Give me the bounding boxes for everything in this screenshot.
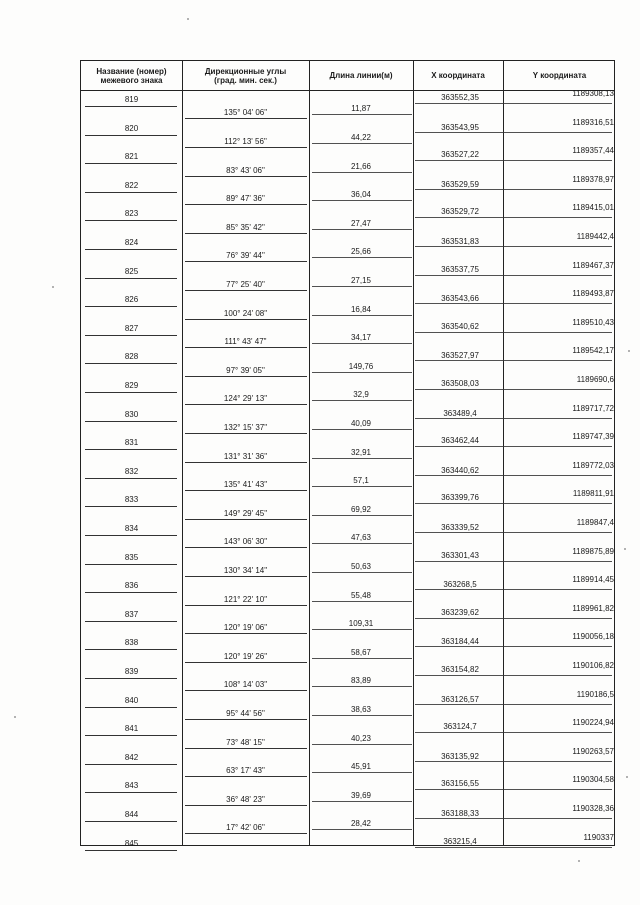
- line-length-value: 83,89: [350, 676, 372, 686]
- row-rule: [415, 561, 612, 562]
- y-coordinate-value: 1189467,37: [572, 260, 614, 270]
- row-rule: [85, 192, 177, 193]
- line-length-value: 27,47: [350, 218, 372, 228]
- row-rule: [415, 646, 612, 647]
- x-coordinate-value: 363126,57: [441, 694, 479, 704]
- y-coordinate-value: 1189747,39: [572, 432, 614, 442]
- line-length-value: 34,17: [350, 333, 372, 343]
- row-rule: [85, 592, 177, 593]
- direction-angle-value: 131° 31' 36": [223, 451, 268, 461]
- line-length-value: 40,09: [350, 418, 372, 428]
- marker-number: 842: [124, 752, 139, 762]
- line-length-value: 36,04: [350, 190, 372, 200]
- row-rule: [415, 618, 612, 619]
- row-rule: [415, 446, 612, 447]
- row-rule: [415, 589, 612, 590]
- scan-speck: [626, 776, 628, 778]
- x-coordinate-value: 363527,97: [441, 351, 479, 361]
- line-length-value: 58,67: [350, 647, 372, 657]
- row-rule: [312, 400, 412, 401]
- row-rule: [312, 686, 412, 687]
- direction-angle-value: 17° 42' 06": [226, 823, 265, 833]
- y-coordinate-value: 1189493,87: [572, 289, 614, 299]
- y-coordinate-value: 1189510,43: [572, 317, 614, 327]
- row-rule: [415, 475, 612, 476]
- row-rule: [415, 189, 612, 190]
- scan-speck: [628, 350, 630, 352]
- marker-number: 824: [124, 238, 139, 247]
- row-rule: [415, 418, 612, 419]
- row-rule: [312, 629, 412, 630]
- line-length-value: 39,69: [350, 790, 372, 800]
- y-coordinate-value: 1190337: [583, 832, 614, 842]
- y-coordinate-value: 1190224,94: [572, 718, 614, 728]
- direction-angle-value: 135° 04' 06": [223, 108, 268, 118]
- y-coordinate-value: 1189690,6: [576, 375, 614, 384]
- y-coordinate-value: 1189811,91: [572, 489, 614, 499]
- row-rule: [185, 719, 307, 720]
- row-rule: [185, 147, 307, 148]
- row-rule: [415, 275, 612, 276]
- header-x-coordinate: X координата: [431, 71, 485, 80]
- x-coordinate-value: 363543,95: [441, 122, 479, 132]
- y-coordinate-value: 1189875,89: [572, 546, 614, 556]
- row-rule: [185, 690, 307, 691]
- marker-number: 831: [124, 438, 139, 448]
- marker-number: 830: [124, 409, 139, 419]
- row-rule: [85, 106, 177, 107]
- direction-angle-value: 100° 24' 08": [223, 308, 268, 318]
- row-rule: [85, 278, 177, 279]
- y-coordinate-value: 1190056,18: [572, 632, 614, 642]
- y-coordinate-value: 1190186,5: [576, 689, 614, 699]
- scan-speck: [624, 548, 626, 550]
- line-length-value: 45,91: [350, 762, 372, 772]
- row-rule: [185, 176, 307, 177]
- direction-angle-value: 89° 47' 36": [226, 194, 265, 204]
- row-rule: [185, 319, 307, 320]
- row-rule: [185, 833, 307, 834]
- direction-angle-value: 108° 14' 03": [223, 680, 268, 690]
- marker-number: 836: [124, 581, 139, 591]
- row-rule: [415, 160, 612, 161]
- marker-number: 823: [124, 209, 139, 219]
- direction-angle-value: 97° 39' 05": [226, 365, 265, 375]
- direction-angle-value: 63° 17' 43": [226, 766, 265, 776]
- marker-number: 835: [124, 552, 139, 562]
- line-length-value: 69,92: [350, 504, 372, 514]
- row-rule: [85, 392, 177, 393]
- line-length-value: 32,9: [353, 390, 369, 400]
- row-rule: [85, 535, 177, 536]
- row-rule: [312, 114, 412, 115]
- row-rule: [312, 286, 412, 287]
- marker-number: 840: [124, 695, 139, 705]
- row-rule: [312, 458, 412, 459]
- row-rule: [312, 543, 412, 544]
- line-length-value: 47,63: [350, 533, 372, 543]
- marker-number: 821: [124, 152, 139, 162]
- column-divider: [413, 61, 414, 845]
- direction-angle-value: 143° 06' 30": [223, 537, 268, 547]
- row-rule: [312, 601, 412, 602]
- line-length-value: 149,76: [348, 361, 374, 371]
- row-rule: [185, 748, 307, 749]
- row-rule: [415, 389, 612, 390]
- row-rule: [185, 547, 307, 548]
- row-rule: [415, 103, 612, 104]
- line-length-value: 57,1: [353, 476, 369, 486]
- direction-angle-value: 77° 25' 40": [226, 279, 265, 289]
- row-rule: [312, 772, 412, 773]
- header-direction-angles: Дирекционные углы (град. мин. сек.): [204, 66, 287, 85]
- line-length-value: 25,66: [350, 247, 372, 257]
- row-rule: [185, 433, 307, 434]
- row-rule: [415, 246, 612, 247]
- row-rule: [85, 649, 177, 650]
- row-rule: [415, 675, 612, 676]
- direction-angle-value: 83° 43' 06": [226, 165, 265, 175]
- y-coordinate-value: 1189914,45: [572, 575, 614, 585]
- x-coordinate-value: 363529,59: [441, 179, 479, 189]
- row-rule: [85, 421, 177, 422]
- row-rule: [312, 744, 412, 745]
- row-rule: [312, 343, 412, 344]
- row-rule: [85, 335, 177, 336]
- x-coordinate-value: 363399,76: [441, 493, 479, 503]
- y-coordinate-value: 1190328,36: [572, 804, 614, 813]
- row-rule: [312, 143, 412, 144]
- x-coordinate-value: 363462,44: [441, 436, 479, 446]
- direction-angle-value: 120° 19' 26": [223, 651, 268, 661]
- y-coordinate-value: 1189772,03: [572, 460, 614, 470]
- row-rule: [85, 707, 177, 708]
- marker-number: 844: [124, 810, 139, 819]
- direction-angle-value: 130° 34' 14": [223, 565, 268, 575]
- row-rule: [312, 372, 412, 373]
- row-rule: [185, 519, 307, 520]
- line-length-value: 55,48: [350, 590, 372, 600]
- row-rule: [185, 290, 307, 291]
- marker-number: 829: [124, 381, 139, 390]
- marker-number: 839: [124, 667, 139, 676]
- y-coordinate-value: 1189542,17: [572, 346, 614, 356]
- row-rule: [185, 118, 307, 119]
- column-divider: [503, 61, 504, 845]
- direction-angle-value: 132° 15' 37": [223, 422, 268, 432]
- line-length-value: 21,66: [350, 161, 372, 171]
- row-rule: [312, 172, 412, 173]
- row-rule: [312, 229, 412, 230]
- row-rule: [85, 506, 177, 507]
- row-rule: [415, 789, 612, 790]
- x-coordinate-value: 363154,82: [441, 665, 479, 674]
- marker-number: 837: [124, 609, 139, 619]
- row-rule: [85, 163, 177, 164]
- x-coordinate-value: 363184,44: [441, 637, 479, 647]
- x-coordinate-value: 363489,4: [443, 408, 477, 418]
- y-coordinate-value: 1189308,13: [572, 89, 614, 98]
- marker-number: 827: [124, 323, 139, 333]
- row-rule: [312, 200, 412, 201]
- marker-number: 834: [124, 524, 139, 533]
- header-marker-name: Название (номер) межевого знака: [96, 66, 167, 85]
- line-length-value: 109,31: [348, 619, 374, 629]
- coordinates-table: [80, 60, 615, 846]
- scan-speck: [578, 860, 580, 862]
- row-rule: [415, 761, 612, 762]
- row-rule: [415, 332, 612, 333]
- row-rule: [185, 490, 307, 491]
- row-rule: [85, 621, 177, 622]
- marker-number: 828: [124, 352, 139, 362]
- row-rule: [185, 462, 307, 463]
- header-y-coordinate: Y координата: [532, 71, 587, 80]
- row-rule: [185, 805, 307, 806]
- row-rule: [312, 429, 412, 430]
- row-rule: [85, 478, 177, 479]
- row-rule: [185, 662, 307, 663]
- row-rule: [85, 764, 177, 765]
- direction-angle-value: 121° 22' 10": [223, 594, 268, 604]
- row-rule: [85, 306, 177, 307]
- row-rule: [415, 532, 612, 533]
- marker-number: 833: [124, 495, 139, 505]
- direction-angle-value: 76° 39' 44": [226, 251, 265, 261]
- row-rule: [185, 376, 307, 377]
- scan-speck: [52, 286, 54, 288]
- table-header: [81, 61, 614, 91]
- marker-number: 819: [124, 95, 139, 104]
- y-coordinate-value: 1189847,4: [576, 518, 614, 527]
- direction-angle-value: 73° 48' 15": [226, 737, 265, 747]
- x-coordinate-value: 363339,52: [441, 523, 479, 532]
- direction-angle-value: 111° 43' 47": [224, 337, 267, 347]
- marker-number: 822: [124, 180, 139, 190]
- line-length-value: 44,22: [350, 132, 372, 142]
- x-coordinate-value: 363527,22: [441, 150, 479, 160]
- row-rule: [312, 515, 412, 516]
- x-coordinate-value: 363124,7: [443, 722, 477, 732]
- line-length-value: 38,63: [350, 704, 372, 714]
- y-coordinate-value: 1190304,58: [572, 775, 614, 785]
- marker-number: 825: [124, 266, 139, 276]
- direction-angle-value: 112° 13' 56": [224, 136, 267, 146]
- scan-speck: [14, 716, 16, 718]
- x-coordinate-value: 363215,4: [443, 836, 477, 846]
- row-rule: [85, 249, 177, 250]
- row-rule: [415, 818, 612, 819]
- x-coordinate-value: 363156,55: [441, 779, 479, 789]
- x-coordinate-value: 363537,75: [441, 264, 479, 274]
- row-rule: [85, 220, 177, 221]
- y-coordinate-value: 1189415,01: [572, 203, 614, 213]
- direction-angle-value: 135° 41' 43": [223, 480, 268, 490]
- marker-number: 843: [124, 781, 139, 791]
- row-rule: [312, 801, 412, 802]
- row-rule: [85, 792, 177, 793]
- x-coordinate-value: 363268,5: [443, 580, 477, 590]
- row-rule: [415, 303, 612, 304]
- x-coordinate-value: 363239,62: [441, 607, 479, 617]
- row-rule: [185, 204, 307, 205]
- marker-number: 841: [124, 724, 139, 734]
- row-rule: [85, 564, 177, 565]
- row-rule: [185, 261, 307, 262]
- row-rule: [415, 132, 612, 133]
- line-length-value: 11,87: [351, 104, 371, 114]
- row-rule: [85, 678, 177, 679]
- x-coordinate-value: 363508,03: [441, 379, 479, 388]
- x-coordinate-value: 363529,72: [441, 207, 479, 217]
- row-rule: [85, 821, 177, 822]
- x-coordinate-value: 363440,62: [441, 465, 479, 475]
- row-rule: [415, 503, 612, 504]
- y-coordinate-value: 1189442,4: [576, 232, 614, 241]
- row-rule: [312, 829, 412, 830]
- x-coordinate-value: 363552,35: [441, 93, 479, 102]
- x-coordinate-value: 363531,83: [441, 237, 479, 246]
- marker-number: 845: [124, 838, 139, 848]
- row-rule: [85, 850, 177, 851]
- line-length-value: 28,42: [350, 819, 372, 829]
- direction-angle-value: 120° 19' 06": [223, 623, 268, 633]
- row-rule: [415, 732, 612, 733]
- line-length-value: 40,23: [350, 733, 372, 743]
- x-coordinate-value: 363135,92: [441, 751, 479, 761]
- row-rule: [415, 360, 612, 361]
- x-coordinate-value: 363543,66: [441, 294, 479, 304]
- direction-angle-value: 124° 29' 13": [223, 394, 268, 404]
- y-coordinate-value: 1190106,82: [572, 661, 614, 670]
- row-rule: [85, 735, 177, 736]
- row-rule: [85, 135, 177, 136]
- x-coordinate-value: 363540,62: [441, 321, 479, 331]
- row-rule: [185, 605, 307, 606]
- y-coordinate-value: 1189316,51: [572, 117, 614, 127]
- row-rule: [312, 257, 412, 258]
- marker-number: 838: [124, 638, 139, 648]
- direction-angle-value: 36° 48' 23": [226, 794, 265, 804]
- row-rule: [85, 363, 177, 364]
- marker-number: 832: [124, 466, 139, 476]
- row-rule: [185, 633, 307, 634]
- header-line-length: Длина линии(м): [329, 71, 393, 80]
- row-rule: [415, 704, 612, 705]
- column-divider: [309, 61, 310, 845]
- row-rule: [312, 715, 412, 716]
- y-coordinate-value: 1189378,97: [572, 174, 614, 184]
- row-rule: [312, 486, 412, 487]
- column-divider: [182, 61, 183, 845]
- direction-angle-value: 85° 35' 42": [226, 222, 265, 232]
- line-length-value: 32,91: [350, 447, 372, 457]
- row-rule: [85, 449, 177, 450]
- scan-speck: [187, 18, 189, 20]
- row-rule: [185, 404, 307, 405]
- row-rule: [185, 576, 307, 577]
- row-rule: [312, 315, 412, 316]
- y-coordinate-value: 1189717,72: [572, 403, 614, 413]
- row-rule: [185, 347, 307, 348]
- x-coordinate-value: 363301,43: [441, 550, 479, 560]
- marker-number: 826: [124, 295, 139, 305]
- row-rule: [415, 847, 612, 848]
- y-coordinate-value: 1190263,57: [572, 746, 614, 756]
- x-coordinate-value: 363188,33: [441, 809, 479, 818]
- y-coordinate-value: 1189357,44: [572, 146, 614, 156]
- line-length-value: 50,63: [350, 561, 372, 571]
- row-rule: [312, 572, 412, 573]
- row-rule: [185, 233, 307, 234]
- direction-angle-value: 95° 44' 56": [226, 708, 265, 718]
- line-length-value: 27,15: [350, 275, 372, 285]
- y-coordinate-value: 1189961,82: [572, 603, 614, 613]
- line-length-value: 16,84: [350, 304, 372, 314]
- row-rule: [415, 217, 612, 218]
- row-rule: [185, 776, 307, 777]
- direction-angle-value: 149° 29' 45": [223, 508, 268, 518]
- marker-number: 820: [124, 123, 139, 133]
- row-rule: [312, 658, 412, 659]
